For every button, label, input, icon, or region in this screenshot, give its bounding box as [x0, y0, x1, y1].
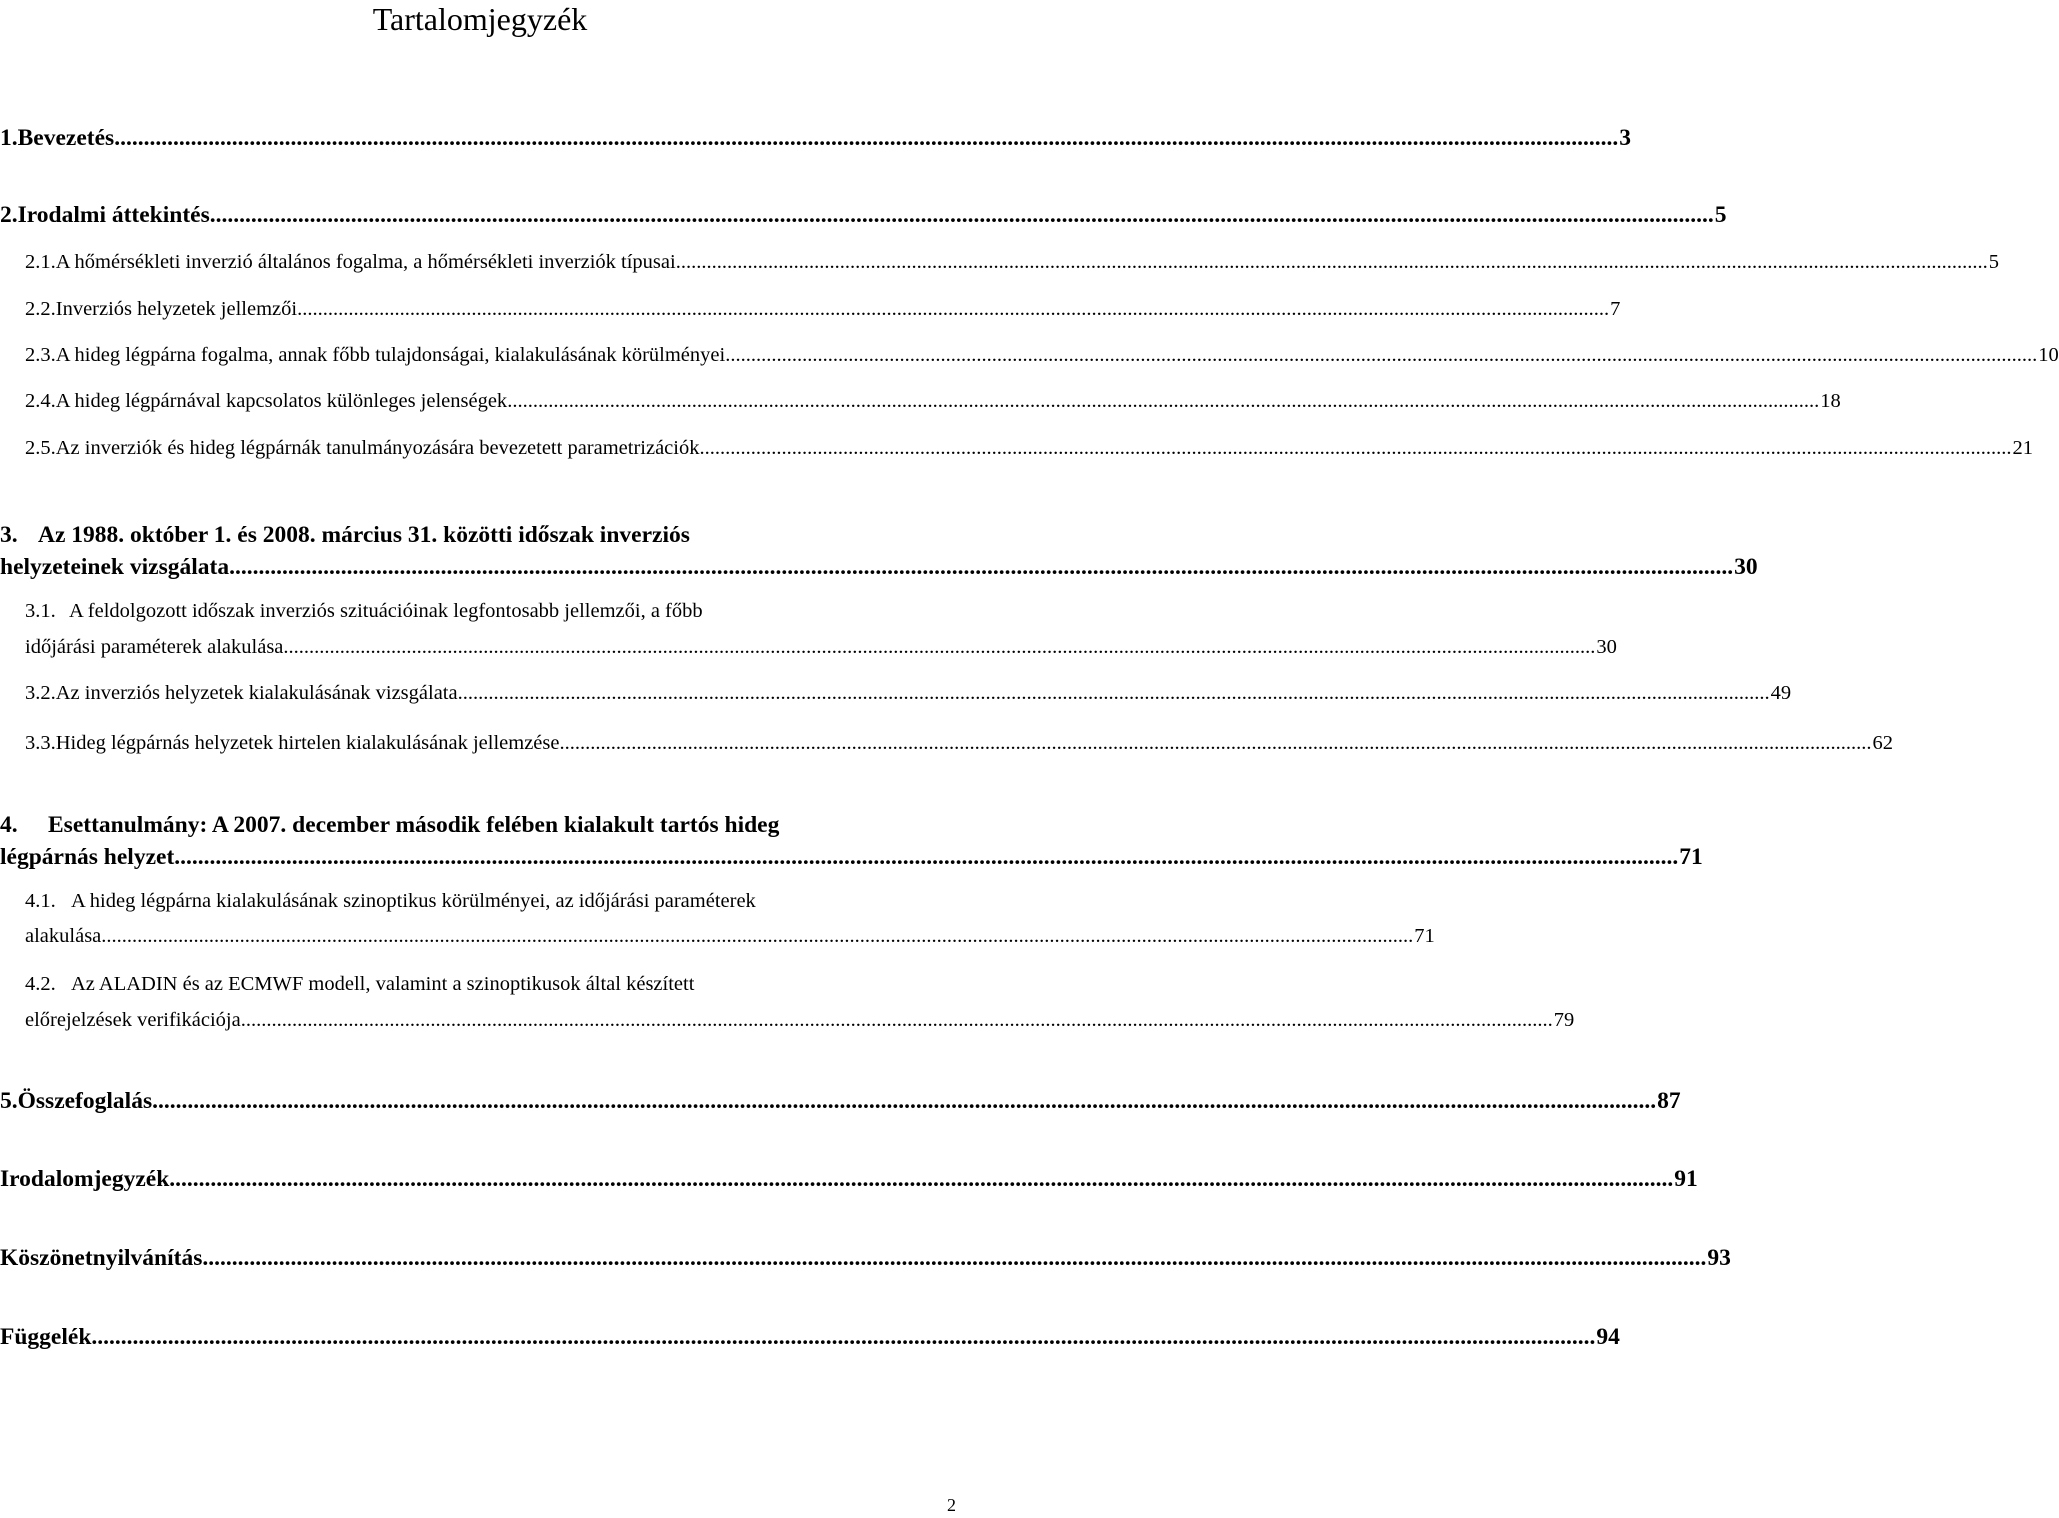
toc-label-continued: előrejelzések verifikációja [25, 1009, 241, 1031]
dot-leader [91, 1323, 1595, 1351]
toc-page: 71 [1414, 925, 1435, 947]
page-number: 2 [947, 1495, 956, 1515]
toc-label: Az 1988. október 1. és 2008. március 31. közötti időszak inverziós [38, 522, 690, 548]
toc-label: Függelék [0, 1324, 92, 1350]
toc-label: Hideg légpárnás helyzetek hirtelen kialakulásának jellemzése [55, 732, 560, 754]
toc-number: 3.1. [25, 600, 56, 622]
toc-entry-bevezetes[interactable] [0, 124, 1631, 152]
toc-entry-3-2[interactable] [25, 679, 1792, 707]
toc-page: 79 [1553, 1009, 1575, 1031]
toc-entry-4-1-line2[interactable] [25, 922, 1435, 950]
dot-leader [202, 1244, 1706, 1272]
toc-entry-4-2-line1[interactable] [25, 970, 694, 998]
toc-number: 4.1. [25, 890, 56, 912]
toc-label: Az ALADIN és az ECMWF modell, valamint a szinoptikusok által készített [71, 973, 695, 995]
toc-label: A hideg légpárna fogalma, annak főbb tulajdonságai, kialakulásának körülményei [55, 344, 726, 366]
toc-page: 91 [1674, 1166, 1698, 1192]
toc-number: 5. [0, 1088, 18, 1114]
toc-label: A hideg légpárnával kapcsolatos különleges jelenségek [55, 390, 508, 412]
toc-page: 93 [1707, 1245, 1731, 1271]
toc-entry-2-3[interactable] [25, 341, 2059, 369]
toc-number: 2.1. [25, 251, 56, 273]
toc-label: Esettanulmány: A 2007. december második felében kialakult tartós hideg [48, 812, 780, 838]
toc-label-continued: alakulása [25, 925, 102, 947]
toc-number: 2. [0, 202, 18, 228]
toc-label: A feldolgozott időszak inverziós szituációinak legfontosabb jellemzői, a főbb [69, 600, 703, 622]
dot-leader [676, 248, 1988, 276]
toc-label: A hideg légpárna kialakulásának szinoptikus körülményei, az időjárási paraméterek [71, 890, 756, 912]
toc-label: A hőmérsékleti inverzió általános fogalma, a hőmérsékleti inverziók típusai [55, 251, 676, 273]
page-title: Tartalomjegyzék [372, 1, 588, 37]
dot-leader [152, 1087, 1656, 1115]
toc-label: Az inverziók és hideg légpárnák tanulmányozására bevezetett parametrizációk [55, 437, 700, 459]
toc-entry-3-line1[interactable] [0, 521, 690, 549]
toc-page: 5 [1988, 251, 1999, 273]
toc-number: 3.2. [25, 682, 56, 704]
toc-label: Irodalmi áttekintés [17, 202, 210, 228]
dot-leader [507, 387, 1819, 415]
dot-leader [174, 843, 1678, 871]
toc-page: 21 [2012, 437, 2033, 459]
toc-entry-3-3[interactable] [25, 729, 1893, 757]
toc-page: 18 [1820, 390, 1841, 412]
toc-page: 62 [1872, 732, 1893, 754]
dot-leader [559, 729, 1871, 757]
dot-leader [114, 124, 1618, 152]
toc-entry-osszefoglalas[interactable] [0, 1087, 1681, 1115]
toc-label-continued: időjárási paraméterek alakulása [25, 636, 284, 658]
toc-page: 87 [1657, 1088, 1681, 1114]
toc-label: Bevezetés [17, 125, 115, 151]
dot-leader [241, 1006, 1553, 1034]
dot-leader [210, 201, 1714, 229]
toc-page: 94 [1596, 1324, 1620, 1350]
toc-entry-koszonetnyilvanitas[interactable] [0, 1244, 1731, 1272]
toc-entry-3-1-line2[interactable] [25, 633, 1617, 661]
dot-leader [458, 679, 1770, 707]
toc-number: 4.2. [25, 973, 56, 995]
toc-entry-2-2[interactable] [25, 295, 1621, 323]
toc-label: Összefoglalás [17, 1088, 153, 1114]
toc-label: Irodalomjegyzék [0, 1166, 170, 1192]
toc-number: 2.5. [25, 437, 56, 459]
dot-leader [699, 434, 2011, 462]
toc-entry-2-4[interactable] [25, 387, 1841, 415]
dot-leader [101, 922, 1413, 950]
toc-page: 30 [1734, 554, 1758, 580]
toc-page: 3 [1619, 125, 1631, 151]
dot-leader [283, 633, 1595, 661]
toc-entry-4-1-line1[interactable] [25, 887, 756, 915]
toc-entry-4-line2[interactable] [0, 843, 1703, 871]
toc-entry-2-5[interactable] [25, 434, 2033, 462]
toc-entry-3-line2[interactable] [0, 553, 1758, 581]
toc-label-continued: helyzeteinek vizsgálata [0, 554, 230, 580]
toc-page: 5 [1714, 202, 1727, 228]
toc-label: Az inverziós helyzetek kialakulásának vizsgálata [55, 682, 458, 704]
dot-leader [725, 341, 2037, 369]
toc-entry-fuggelek[interactable] [0, 1323, 1620, 1351]
toc-label: Köszönetnyilvánítás [0, 1245, 203, 1271]
toc-number: 3. [0, 522, 18, 548]
toc-page: 7 [1610, 298, 1621, 320]
toc-entry-3-1-line1[interactable] [25, 597, 703, 625]
dot-leader [297, 295, 1609, 323]
toc-entry-2-1[interactable] [25, 248, 1999, 276]
toc-number: 4. [0, 812, 18, 838]
toc-number: 3.3. [25, 732, 56, 754]
dot-leader [229, 553, 1733, 581]
toc-entry-4-2-line2[interactable] [25, 1006, 1575, 1034]
toc-page: 30 [1596, 636, 1617, 658]
toc-page: 10 [2038, 344, 2059, 366]
toc-page: 71 [1679, 844, 1703, 870]
toc-label: Inverziós helyzetek jellemzői [55, 298, 298, 320]
dot-leader [169, 1165, 1673, 1193]
toc-number: 2.2. [25, 298, 56, 320]
toc-label-continued: légpárnás helyzet [0, 844, 175, 870]
toc-number: 2.3. [25, 344, 56, 366]
toc-entry-irodalomjegyzek[interactable] [0, 1165, 1698, 1193]
toc-number: 2.4. [25, 390, 56, 412]
toc-number: 1. [0, 125, 18, 151]
toc-page: 49 [1770, 682, 1792, 704]
toc-entry-irodalmi-attekintes[interactable] [0, 201, 1727, 229]
toc-entry-4-line1[interactable] [0, 811, 779, 839]
